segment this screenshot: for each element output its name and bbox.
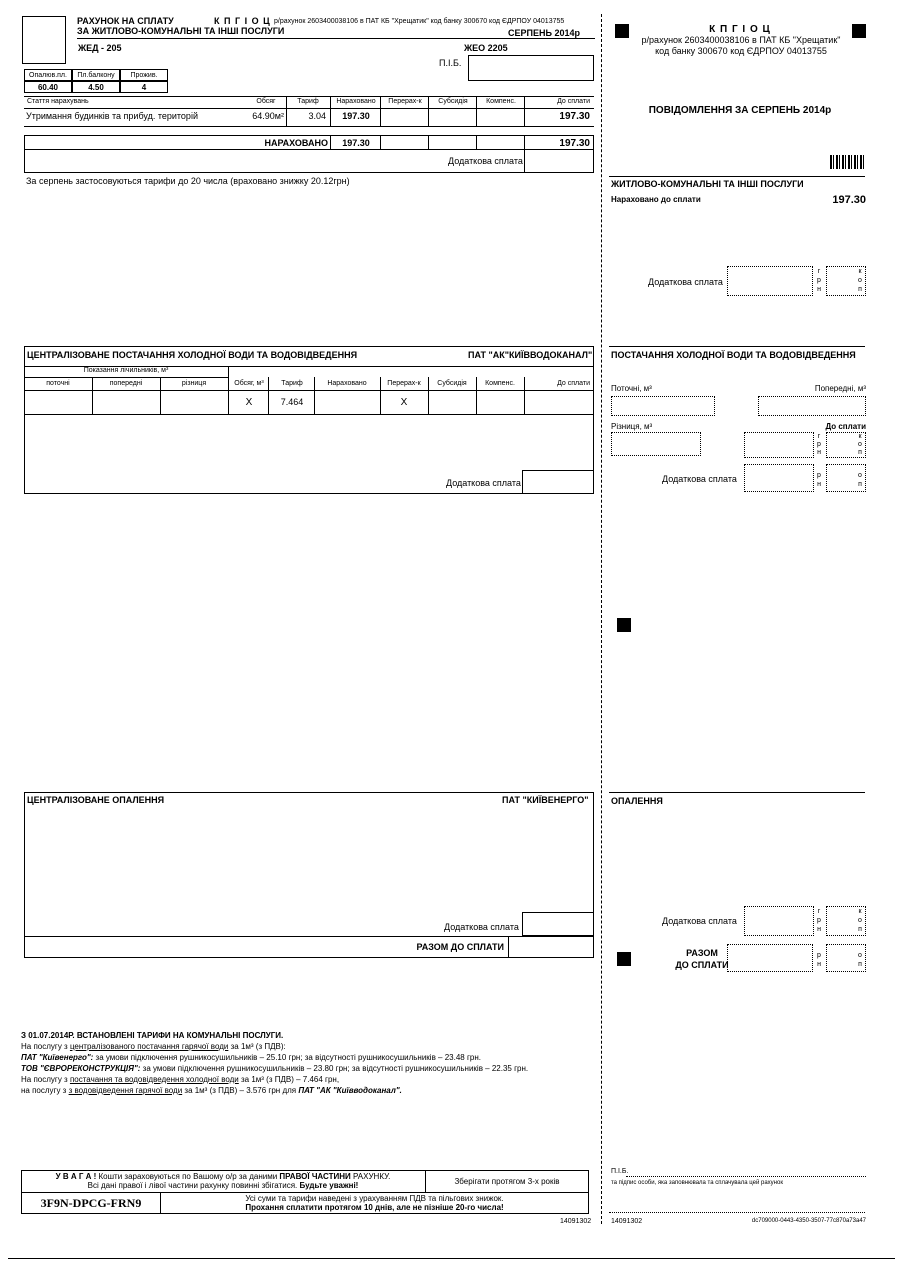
marker-square	[617, 618, 631, 632]
row-bottom	[24, 126, 594, 127]
bill-title-line1: РАХУНОК НА СПЛАТУ	[77, 16, 174, 26]
water-recalc: X	[400, 397, 408, 408]
right-difference-label: Різниця, м³	[611, 422, 653, 431]
heating-total-label: РАЗОМ ДО СПЛАТИ	[416, 942, 504, 952]
grn-letter: н	[817, 286, 821, 293]
kop-letter: п	[858, 481, 862, 488]
kop-letter: п	[858, 449, 862, 456]
right-account2: код банку 300670 код ЄДРПОУ 04013755	[655, 46, 827, 56]
warning-line2b: Будьте уважні!	[299, 1181, 359, 1190]
heating-grn-field[interactable]	[744, 906, 814, 936]
col-sep	[380, 96, 381, 126]
warning-a: У В А Г А !	[55, 1172, 97, 1181]
tariffs-line2	[21, 1052, 528, 1063]
kop-letter: о	[858, 277, 862, 284]
right-total-line1: РАЗОМ	[686, 948, 718, 958]
right-extra-payment-label: Додаткова сплата	[648, 277, 723, 287]
tariffs-line5-a: на послугу з	[21, 1086, 69, 1095]
water-col-recalc: Перерах-к	[387, 380, 421, 387]
kop-letter: п	[858, 961, 862, 968]
payment-code: 3F9N-DPCG-FRN9	[40, 1196, 142, 1210]
water-tariff: 7.464	[280, 397, 304, 407]
warning-d: РАХУНКУ.	[350, 1172, 391, 1181]
col-sep	[476, 135, 477, 149]
marker-square	[617, 952, 631, 966]
right-current-label: Поточні, м³	[611, 384, 652, 393]
right-water-title: ПОСТАЧАННЯ ХОЛОДНОЇ ВОДИ ТА ВОДОВІДВЕДЕННЯ	[611, 350, 856, 360]
grn-letter: н	[817, 926, 821, 933]
kop-letter: к	[858, 908, 862, 915]
grn-letter: н	[817, 961, 821, 968]
row-charged: 197.30	[342, 111, 370, 121]
col-sep	[268, 377, 269, 414]
warning-line2	[24, 1181, 422, 1190]
col-sep	[228, 366, 229, 414]
right-pib-label: П.І.Б.	[611, 1168, 629, 1175]
row-tariff: 3.04	[308, 111, 326, 121]
tariffs-line3-b: за умови підключення рушникосушильників – 23.80 грн; за відсутності рушникосушильників – 22.35 грн.	[140, 1064, 529, 1073]
bill-title-line2: ЗА ЖИТЛОВО-КОМУНАЛЬНІ ТА ІНШІ ПОСЛУГИ	[77, 26, 285, 36]
tariffs-line1-b: за 1м³ (з ПДВ):	[228, 1042, 286, 1051]
grn-letter: р	[817, 277, 821, 284]
heating-title: ЦЕНТРАЛІЗОВАНЕ ОПАЛЕННЯ	[27, 795, 165, 805]
main-table-top	[24, 96, 594, 97]
right-line	[609, 346, 865, 347]
col-sep	[286, 96, 287, 126]
footer-warning	[24, 1172, 422, 1190]
tariffs-line1-u: централізованого постачання гарячої води	[69, 1042, 229, 1051]
col-sep	[330, 135, 331, 149]
right-heating-extra-label: Додаткова сплата	[662, 916, 737, 926]
signature-note: та підпис особи, яка заповнювала та сплачувала цей рахунок	[611, 1180, 783, 1186]
total-row-line	[24, 149, 594, 150]
right-charged-value: 197.30	[832, 194, 866, 206]
tariffs-line1	[21, 1041, 528, 1052]
tariffs-line4-a: На послугу з	[21, 1075, 70, 1084]
water-col-to-pay: До сплати	[557, 380, 590, 387]
warning-line1	[24, 1172, 422, 1181]
heating-provider: ПАТ "КИЇВЕНЕРГО"	[502, 795, 589, 805]
warning-c: ПРАВОЇ ЧАСТИНИ	[279, 1172, 351, 1181]
col-sep	[380, 135, 381, 149]
param-balcony: 4.50	[72, 81, 120, 93]
signature-line[interactable]	[609, 1212, 865, 1213]
row-volume: 64.90м²	[252, 111, 284, 121]
bill-period: СЕРПЕНЬ 2014р	[508, 28, 580, 38]
tariffs-line5-b: за 1м³ (з ПДВ) – 3.576 грн для	[182, 1086, 299, 1095]
col-volume: Обсяг	[256, 98, 276, 105]
param-header-residents: Прожив.	[120, 69, 168, 81]
water-volume: X	[245, 397, 253, 408]
keep-note: Зберігати протягом 3-х років	[454, 1177, 560, 1186]
tariffs-note	[21, 1030, 528, 1096]
col-sep	[524, 96, 525, 126]
heating-extra-payment-label: Додаткова сплата	[444, 922, 519, 932]
col-compens: Компенс.	[486, 98, 516, 105]
right-line	[609, 792, 865, 793]
tariffs-line4-u: постачання та водовідведення холодної води	[69, 1075, 239, 1084]
col-sep	[428, 96, 429, 126]
page-bottom-line	[8, 1258, 895, 1259]
param-header-balcony: Пл.балкону	[72, 69, 120, 81]
org-name: К П Г І О Ц	[214, 16, 271, 26]
previous-reading-field[interactable]	[758, 396, 866, 416]
zheo-label: ЖЕО 2205	[464, 43, 508, 53]
main-table-header-bottom	[24, 108, 594, 109]
logo-box	[22, 16, 66, 64]
pib-signature-field[interactable]	[626, 1176, 866, 1177]
water-line	[24, 377, 228, 378]
row-to-pay: 197.30	[559, 111, 590, 122]
kop-letter: о	[858, 441, 862, 448]
water-col-diff: різниця	[181, 380, 207, 387]
footer-vat	[162, 1194, 587, 1212]
doc-number-right: 14091302	[611, 1218, 643, 1225]
water-extra-payment-label: Додаткова сплата	[446, 478, 521, 488]
doc-number-left: 14091302	[560, 1218, 592, 1225]
grn-letter: н	[817, 481, 821, 488]
grn-letter: г	[817, 433, 821, 440]
right-charged-label: Нараховано до сплати	[611, 195, 701, 204]
col-sep	[330, 96, 331, 126]
right-line	[609, 176, 865, 177]
tariffs-line3	[21, 1063, 528, 1074]
water-col-tariff: Тариф	[281, 380, 303, 387]
kop-letter: к	[858, 433, 862, 440]
barcode	[830, 155, 866, 169]
water-col-subsidy: Субсидія	[437, 380, 467, 387]
grn-letter: н	[817, 449, 821, 456]
param-residents: 4	[120, 81, 168, 93]
right-water-extra-label: Додаткова сплата	[662, 474, 737, 484]
col-sep	[160, 377, 161, 414]
tariffs-line4-b: за 1м³ (з ПДВ) – 7.464 грн,	[238, 1075, 340, 1084]
pib-field[interactable]	[468, 55, 594, 81]
heating-extra-payment-field[interactable]	[522, 912, 594, 936]
col-article: Стаття нарахувань	[27, 98, 89, 105]
meter-header: Показання лічильників, м³	[83, 367, 169, 374]
col-sep	[428, 135, 429, 149]
pib-label: П.І.Б.	[439, 58, 462, 68]
water-col-previous: попередні	[109, 380, 143, 387]
water-extra-grn-field[interactable]	[744, 464, 814, 492]
right-housing-title: ЖИТЛОВО-КОМУНАЛЬНІ ТА ІНШІ ПОСЛУГИ	[611, 179, 804, 189]
col-sep	[476, 96, 477, 126]
right-previous-label: Попередні, м³	[814, 384, 866, 393]
param-header-area: Опалюв.пл.	[24, 69, 72, 81]
tariff-note: За серпень застосовуються тарифи до 20 числа (враховано знижку 20.12грн)	[26, 176, 350, 186]
water-grn-field[interactable]	[744, 432, 814, 458]
water-col-current: поточні	[46, 380, 70, 387]
right-notice: ПОВІДОМЛЕННЯ ЗА СЕРПЕНЬ 2014р	[648, 105, 832, 116]
param-area: 60.40	[24, 81, 72, 93]
grn-letter: р	[817, 441, 821, 448]
footer-sep	[160, 1192, 161, 1214]
kop-letter: о	[858, 917, 862, 924]
vat-line2: Прохання сплатити протягом 10 днів, але не пізніше 20-го числа!	[245, 1203, 504, 1212]
tariffs-line2-a: ПАТ "Київенерго":	[21, 1053, 94, 1062]
warning-b: Кошти зараховуються по Вашому о/р за даними	[96, 1172, 280, 1181]
grn-letter: г	[817, 268, 821, 275]
grn-letter: р	[817, 917, 821, 924]
col-sep	[524, 135, 525, 149]
grn-letter: р	[817, 952, 821, 959]
col-sep	[476, 377, 477, 414]
col-recalc: Перерах-к	[388, 98, 422, 105]
col-charged: Нараховано	[336, 98, 376, 105]
water-line	[24, 390, 594, 391]
extra-payment-grn-field[interactable]	[727, 266, 813, 296]
kop-letter: о	[858, 952, 862, 959]
cut-line	[601, 14, 602, 1224]
total-charged: 197.30	[342, 138, 370, 148]
right-total-line2: ДО СПЛАТИ	[675, 960, 729, 970]
col-sep	[428, 377, 429, 414]
water-title: ЦЕНТРАЛІЗОВАНЕ ПОСТАЧАННЯ ХОЛОДНОЇ ВОДИ ТА ВОДОВІДВЕДЕННЯ	[27, 350, 358, 360]
col-sep	[314, 377, 315, 414]
col-sep	[92, 377, 93, 414]
doc-hash: dc709000-0443-4350-3507-77c870a73a47	[751, 1218, 866, 1224]
zhed-label: ЖЕД - 205	[78, 43, 122, 53]
water-line	[24, 414, 594, 415]
total-field[interactable]	[508, 936, 509, 958]
heating-section	[24, 792, 594, 958]
water-col-charged: Нараховано	[327, 380, 367, 387]
tariffs-line2-b: за умови підключення рушникосушильників – 25.10 грн; за відсутності рушникосушильників – 23.48 грн.	[93, 1053, 481, 1062]
water-provider: ПАТ "АК"КИЇВВОДОКАНАЛ"	[468, 350, 593, 360]
tariffs-line1-a: На послугу з	[21, 1042, 70, 1051]
extra-payment-field[interactable]	[524, 149, 525, 173]
header-divider	[77, 38, 595, 39]
col-to-pay: До сплати	[557, 98, 590, 105]
col-subsidy: Субсидія	[438, 98, 468, 105]
col-sep	[524, 377, 525, 414]
vat-line1: Усі суми та тарифи наведені з урахуванням ПДВ та пільгових знижок.	[245, 1194, 504, 1203]
right-org: К П Г І О Ц	[709, 24, 771, 35]
tariffs-line5	[21, 1085, 528, 1096]
grn-letter: г	[817, 908, 821, 915]
right-heating-title: ОПАЛЕННЯ	[611, 796, 663, 806]
kop-letter: о	[858, 472, 862, 479]
row-article: Утримання будинків та прибуд. територій	[26, 111, 198, 121]
difference-field[interactable]	[611, 432, 701, 456]
col-sep	[380, 377, 381, 414]
extra-payment-label: Додаткова сплата	[448, 156, 523, 166]
water-extra-payment-field[interactable]	[522, 470, 594, 494]
footer-sep	[425, 1170, 426, 1192]
total-to-pay: 197.30	[559, 138, 590, 149]
tariffs-line3-a: ТОВ "ЄВРОРЕКОНСТРУКЦІЯ":	[21, 1064, 141, 1073]
warning-line2a: Всі дані правої і лівої частини рахунку повинні збігатися.	[87, 1181, 300, 1190]
total-label: НАРАХОВАНО	[264, 138, 328, 148]
tariffs-line5-u: з водовідведення гарячої води	[68, 1086, 183, 1095]
right-account1: р/рахунок 2603400038106 в ПАТ КБ "Хрещатик"	[641, 35, 841, 45]
tariffs-title: З 01.07.2014Р. ВСТАНОВЛЕНІ ТАРИФИ НА КОМУНАЛЬНІ ПОСЛУГИ.	[21, 1031, 284, 1040]
water-col-compens: Компенс.	[485, 380, 515, 387]
water-col-volume: Обсяг, м³	[234, 380, 264, 387]
col-tariff: Тариф	[297, 98, 319, 105]
current-reading-field[interactable]	[611, 396, 715, 416]
kop-letter: п	[858, 926, 862, 933]
tariffs-line4	[21, 1074, 528, 1085]
grn-letter: р	[817, 472, 821, 479]
total-grn-field[interactable]	[727, 944, 813, 972]
footer-line	[21, 1192, 589, 1193]
kop-letter: к	[858, 268, 862, 275]
tariffs-line5-c: ПАТ "АК "Київводоканал".	[298, 1086, 402, 1095]
kop-letter: п	[858, 286, 862, 293]
right-to-pay-label: До сплати	[825, 422, 866, 431]
bank-account: р/рахунок 2603400038106 в ПАТ КБ "Хрещатик" код банку 300670 код ЄДРПОУ 04013755	[274, 18, 565, 25]
